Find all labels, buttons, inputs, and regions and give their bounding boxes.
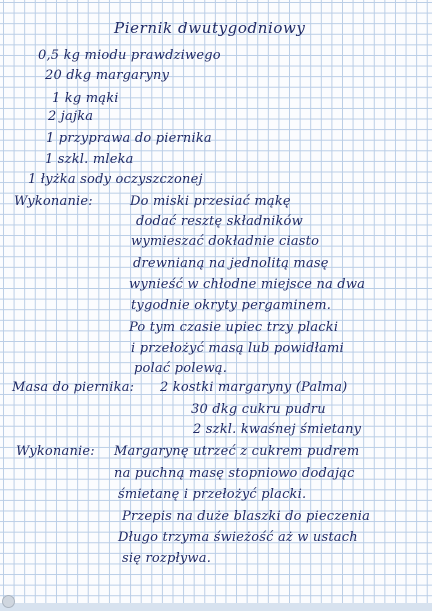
mass-label: Masa do piernika:: [12, 380, 135, 395]
method-line: drewnianą na jednolitą masę: [133, 256, 329, 271]
mass-method-line: Margarynę utrzeć z cukrem pudrem: [114, 444, 360, 459]
recipe-title: Piernik dwutygodniowy: [114, 19, 306, 37]
mass-method-line: śmietanę i przełożyć placki.: [118, 487, 307, 502]
mass-method-line: na puchną masę stopniowo dodając: [114, 466, 355, 481]
mass-item: 30 dkg cukru pudru: [191, 402, 326, 417]
method-label: Wykonanie:: [14, 194, 93, 209]
corner-stamp-icon: [2, 595, 15, 608]
mass-item: 2 szkl. kwaśnej śmietany: [193, 422, 362, 437]
page-bottom-edge: [0, 603, 432, 611]
method-line: Po tym czasie upiec trzy placki: [129, 320, 339, 335]
method-line: polać polewą.: [134, 361, 228, 376]
ingredient-line: 1 przyprawa do piernika: [46, 131, 212, 146]
mass-method-line: Długo trzyma świeżość aż w ustach: [118, 530, 358, 545]
ingredient-line: 1 łyżka sody oczyszczonej: [28, 172, 203, 187]
ingredient-line: 20 dkg margaryny: [45, 68, 170, 83]
mass-method-line: się rozpływa.: [122, 551, 212, 566]
method-line: dodać resztę składników: [136, 214, 303, 229]
ingredient-line: 1 kg mąki: [52, 91, 119, 106]
ingredient-line: 0,5 kg miodu prawdziwego: [38, 48, 221, 63]
method-line: wymieszać dokładnie ciasto: [131, 234, 320, 249]
mass-method-line: Przepis na duże blaszki do pieczenia: [122, 509, 371, 524]
ingredient-line: 2 jajka: [48, 109, 94, 124]
method-line: wynieść w chłodne miejsce na dwa: [129, 277, 366, 292]
mass-method-label: Wykonanie:: [16, 444, 95, 459]
ingredient-line: 1 szkl. mleka: [45, 152, 134, 167]
mass-item: 2 kostki margaryny (Palma): [160, 380, 348, 395]
method-line: i przełożyć masą lub powidłami: [131, 341, 344, 356]
method-line: Do miski przesiać mąkę: [130, 194, 291, 209]
method-line: tygodnie okryty pergaminem.: [131, 298, 332, 313]
